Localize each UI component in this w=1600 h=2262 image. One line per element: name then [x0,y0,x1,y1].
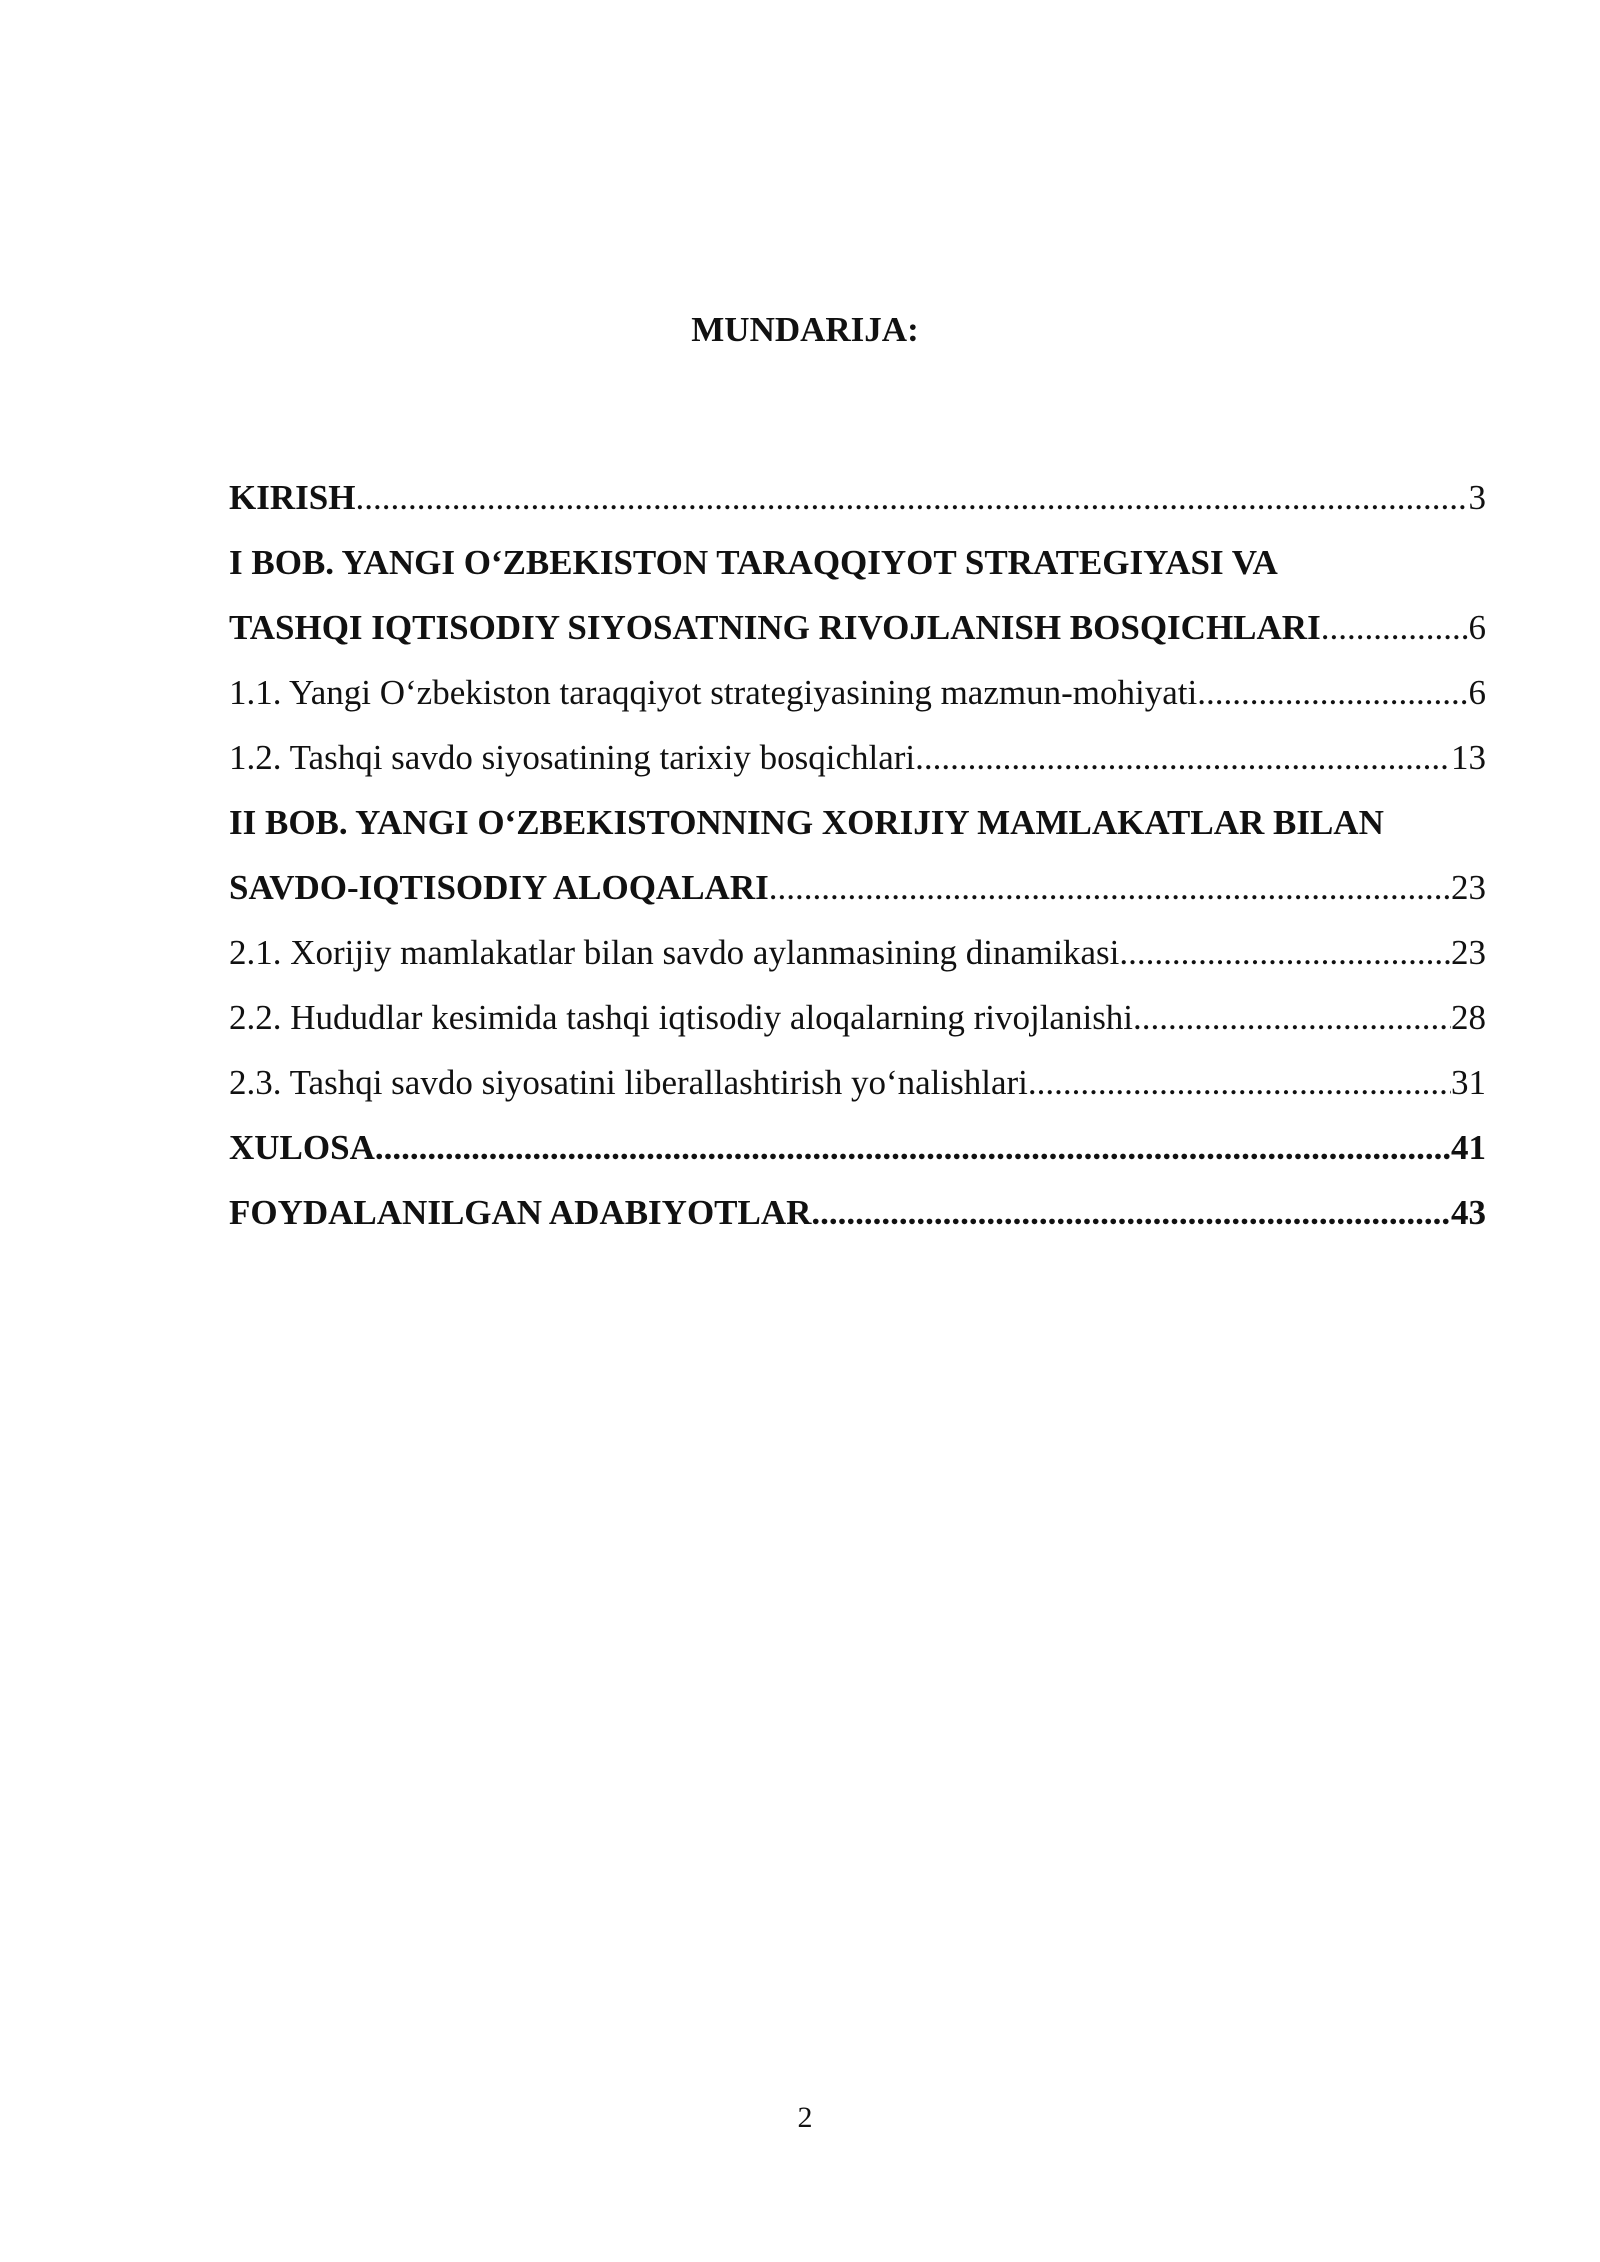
toc-entry-adabiyotlar[interactable] [229,1180,1486,1245]
toc-dot-leader [915,725,1451,790]
page-number: 2 [797,2101,813,2134]
page-title: MUNDARIJA: [691,310,919,349]
toc-entry-section-2-2[interactable] [229,985,1486,1050]
toc-entry-title: XULOSA [229,1128,375,1167]
toc-entry-title: 2.1. Xorijiy mamlakatlar bilan savdo aylanmasining dinamikasi [229,933,1120,972]
toc-dot-leader [1119,920,1451,985]
toc-entry-chapter-2[interactable] [229,855,1486,920]
toc-entry-page: 13 [1451,738,1486,777]
toc-entry-page: 6 [1468,673,1486,712]
toc-entry-page: 31 [1451,1063,1486,1102]
toc-entry-page: 41 [1451,1128,1486,1167]
table-of-contents [229,465,1486,1245]
toc-entry-title: KIRISH [229,478,356,517]
toc-entry-page: 3 [1468,478,1486,517]
toc-entry-xulosa[interactable] [229,1115,1486,1180]
toc-chapter-2-heading-line1[interactable]: II BOB. YANGI O‘ZBEKISTONNING XORIJIY MAMLAKATLAR BILAN [229,803,1384,842]
toc-entry-page: 23 [1451,933,1486,972]
toc-entry-kirish[interactable] [229,465,1486,530]
toc-dot-leader [355,465,1468,530]
toc-entry-chapter-1[interactable] [229,595,1486,660]
toc-entry-section-2-3[interactable] [229,1050,1486,1115]
toc-entry-section-1-2[interactable] [229,725,1486,790]
toc-entry-page: 6 [1468,608,1486,647]
toc-dot-leader [811,1180,1451,1245]
toc-entry-title: 1.1. Yangi O‘zbekiston taraqqiyot strategiyasining mazmun-mohiyati [229,673,1198,712]
toc-entry-title: SAVDO-IQTISODIY ALOQALARI [229,868,769,907]
toc-dot-leader [1133,985,1451,1050]
toc-dot-leader [1028,1050,1451,1115]
toc-entry-section-2-1[interactable] [229,920,1486,985]
toc-entry-title: 2.2. Hududlar kesimida tashqi iqtisodiy aloqalarning rivojlanishi [229,998,1134,1037]
toc-dot-leader [1321,595,1469,660]
toc-chapter-1-heading-line1[interactable]: I BOB. YANGI O‘ZBEKISTON TARAQQIYOT STRATEGIYASI VA [229,543,1278,582]
toc-entry-page: 43 [1451,1193,1486,1232]
toc-dot-leader [1197,660,1468,725]
toc-entry-page: 28 [1451,998,1486,1037]
toc-entry-section-1-1[interactable] [229,660,1486,725]
toc-entry-title: 1.2. Tashqi savdo siyosatining tarixiy bosqichlari [229,738,916,777]
toc-dot-leader [769,855,1451,920]
toc-dot-leader [375,1115,1451,1180]
toc-entry-page: 23 [1451,868,1486,907]
toc-entry-title: 2.3. Tashqi savdo siyosatini liberallashtirish yo‘nalishlari [229,1063,1028,1102]
toc-entry-title: FOYDALANILGAN ADABIYOTLAR [229,1193,812,1232]
toc-entry-title: TASHQI IQTISODIY SIYOSATNING RIVOJLANISH BOSQICHLARI [229,608,1321,647]
